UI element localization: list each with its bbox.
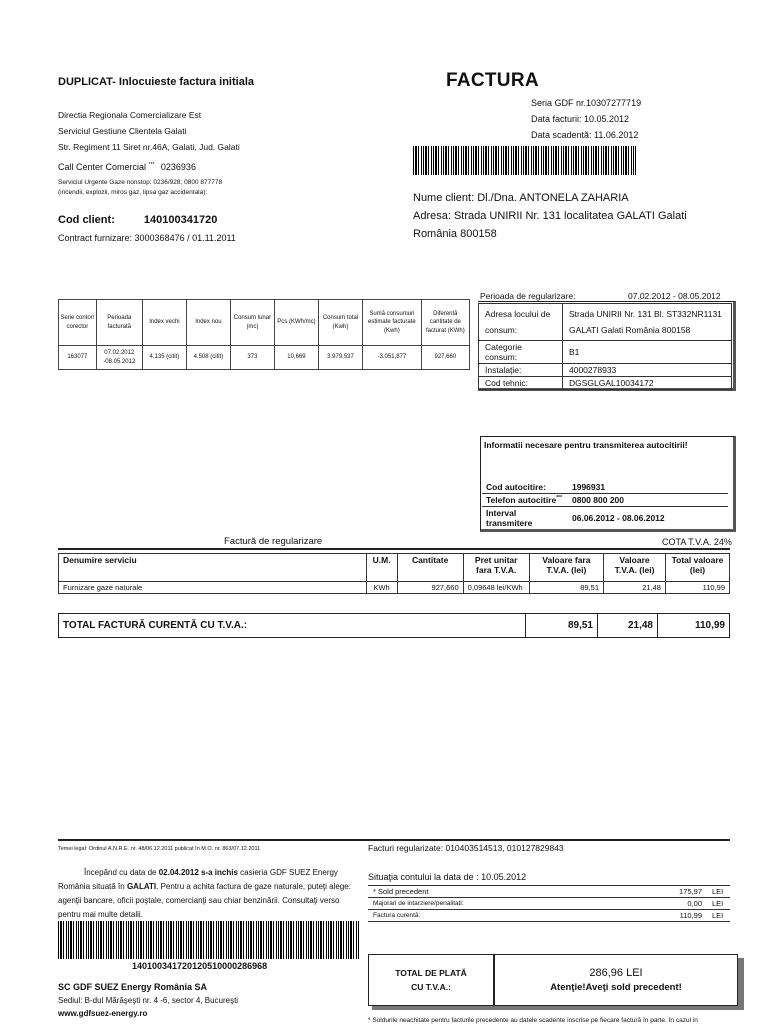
company-website[interactable]: www.gdfsuez-energy.ro <box>58 1009 148 1018</box>
table-row <box>482 481 728 494</box>
cod-client <box>58 214 217 226</box>
reg-key: Instalaţie: <box>479 364 563 377</box>
client-address: Adresa: Strada UNIRII Nr. 131 localitatea GALATI Galati <box>413 210 687 222</box>
total-value: 110,99 <box>658 614 730 638</box>
col-header: Cantitate <box>397 554 463 582</box>
autocitire-value: 0800 800 200 <box>568 494 728 507</box>
client-address-country: România 800158 <box>413 228 497 240</box>
notice-text: . Pentru a achita factura de gaze naturale, puteţi alege: agenţii bancare, oficii poştale, comercianţi sau chiar benzinării. Consultaţi verso pentru mai multe detalii. <box>58 882 351 919</box>
service-value: 89,51 <box>529 582 603 594</box>
notice-date: 02.04.2012 s-a inchis <box>158 868 238 877</box>
reg-value: DGSGLGAL10034172 <box>563 377 732 390</box>
urgente-line: Serviciul Urgente Gaze nonstop: 0236/928; 0800 877778 <box>58 179 223 186</box>
table-row <box>479 377 732 390</box>
reg-key: Adresa locului de consum: <box>479 304 563 341</box>
facturi-regularizate: Facturi regularizate: 010403514513, 010127829843 <box>368 843 564 853</box>
services-header-row <box>59 554 730 582</box>
footer-divider <box>58 839 730 841</box>
issuer-line: Serviciul Gestiune Clientela Galati <box>58 126 187 136</box>
total-plata-box <box>494 954 738 1006</box>
vat-rate: COTA T.V.A. 24% <box>662 537 732 547</box>
company-name: SC GDF SUEZ Energy România SA <box>58 982 208 992</box>
col-header: Perioada facturată <box>96 300 142 346</box>
urgente-line: (incendii, explozii, miros gaz, lipsa gaz accidentala): <box>58 189 208 196</box>
balance-unit: LEI <box>708 886 730 898</box>
autocitire-title: Informatii necesare pentru transmiterea autocitirii! <box>484 440 688 450</box>
table-row <box>59 346 470 370</box>
table-row <box>479 364 732 377</box>
balance-unit: LEI <box>708 898 730 910</box>
balance-key: Factura curentă: <box>368 910 648 922</box>
payment-barcode-number: 140100341720120510000286968 <box>132 961 268 971</box>
autocitire-key: Interval transmitere <box>486 508 533 528</box>
cell: 07.02.2012 -08.05.2012 <box>96 346 142 370</box>
cell: 163077 <box>59 346 97 370</box>
balance-value: 110,99 <box>648 910 708 922</box>
cell: 927,660 <box>421 346 469 370</box>
balance-value: 0,00 <box>648 898 708 910</box>
notice-text: casieria GDF SUEZ Energy România situată în <box>58 868 338 891</box>
total-plata-value: 286,96 LEI <box>589 967 643 979</box>
client-name: Nume client: Dl./Dna. ANTONELA ZAHARIA <box>413 192 629 204</box>
table-row <box>59 582 730 594</box>
balance-key: * Sold precedent <box>368 886 648 898</box>
col-header: Pcs (KWh/mc) <box>274 300 318 346</box>
issuer-block <box>58 107 240 155</box>
legal-basis: Temei legal: Ordinul A.N.R.E. nr. 48/06.12.2011 publicat în M.O. nr. 863/07.12.2011 <box>58 846 261 852</box>
service-qty: 927,660 <box>397 582 463 594</box>
call-center-label: Call Center Comercial <box>58 162 147 172</box>
autocitire-value: 06.06.2012 - 08.06.2012 <box>572 513 665 523</box>
services-table <box>58 553 730 594</box>
cashier-notice <box>58 866 358 922</box>
autocitire-key <box>482 494 568 507</box>
contract-info: Contract furnizare: 3000368476 / 01.11.2011 <box>58 233 236 243</box>
notice-city: GALATI <box>126 882 157 891</box>
total-label: TOTAL FACTURĂ CURENTĂ CU T.V.A.: <box>59 614 526 638</box>
cell: 373 <box>230 346 274 370</box>
services-title: Factură de regularizare <box>224 536 323 547</box>
reg-value: Strada UNIRII Nr. 131 Bl. ST332NR1131 GALATI Galati România 800158 <box>563 304 732 341</box>
invoice-series: Seria GDF nr.10307277719 <box>531 98 642 108</box>
cell: 4.135 (citit) <box>142 346 186 370</box>
autocitire-key: Cod autocitire: <box>482 481 568 494</box>
service-name: Furnizare gaze naturale <box>59 582 367 594</box>
cell: 3.979,537 <box>318 346 362 370</box>
col-header: Valoare T.V.A. (lei) <box>604 554 666 582</box>
table-row <box>482 494 728 507</box>
col-header: Index vechi <box>142 300 186 346</box>
cod-client-value: 140100341720 <box>143 214 218 226</box>
call-center-number: 0236936 <box>160 162 196 172</box>
table-row <box>59 614 730 638</box>
balance-footnote: * Soldurile neachitate pentru facturile precedente au datele scadente inscrise pe fiecare factură în parte. În cazul in <box>368 1017 698 1024</box>
regularizare-label: Perioada de regularizare: <box>480 291 576 301</box>
col-header: Serie contor/ corector <box>59 300 97 346</box>
invoice-due-date: Data scadentă: 11.06.2012 <box>531 130 639 140</box>
table-row <box>479 341 732 364</box>
divider <box>58 548 730 550</box>
cell: -3.051,877 <box>363 346 422 370</box>
balance-unit: LEI <box>708 910 730 922</box>
total-vat: 21,48 <box>598 614 658 638</box>
issuer-line: Str. Regiment 11 Siret nr.46A, Galati, Jud. Galati <box>58 142 240 152</box>
invoice-title: FACTURA <box>446 70 539 91</box>
service-price: 0,09648 lei/KWh <box>463 582 529 594</box>
col-header: Sumă consumuri estimate facturate (Kwh) <box>363 300 422 346</box>
col-header: Valoare fara T.V.A. (lei) <box>529 554 603 582</box>
balance-value: 175,97 <box>648 886 708 898</box>
col-header: Denumire serviciu <box>59 554 367 582</box>
service-total: 110,99 <box>665 582 729 594</box>
consumption-header-row <box>59 300 470 346</box>
cell: 4.508 (citit) <box>186 346 230 370</box>
table-row <box>368 886 730 898</box>
invoice-total-table <box>58 613 730 638</box>
table-row <box>368 898 730 910</box>
reg-key: Categorie consum: <box>479 341 563 364</box>
col-header: U.M. <box>366 554 397 582</box>
service-um: KWh <box>366 582 397 594</box>
account-status: Situaţia contului la data de : 10.05.2012 <box>368 872 527 882</box>
duplicat-notice: DUPLICAT- Inlocuieste factura initiala <box>58 76 254 88</box>
total-without-vat: 89,51 <box>526 614 598 638</box>
table-row <box>368 910 730 922</box>
regularizare-value: 07.02.2012 - 08.05.2012 <box>628 291 721 301</box>
invoice-date: Data facturii: 10.05.2012 <box>531 114 630 124</box>
autocitire-value: 1996931 <box>568 481 728 494</box>
reg-value: 4000278933 <box>563 364 732 377</box>
call-center <box>58 162 196 172</box>
col-header: Diferentă cantitate de facturat (KWh) <box>421 300 469 346</box>
atentie-notice: Atenţie!Aveţi sold precedent! <box>550 982 682 993</box>
balance-key: Majorari de intarziere/penalitati: <box>368 898 648 910</box>
service-vat: 21,48 <box>604 582 666 594</box>
col-header: Index nou <box>186 300 230 346</box>
autocitire-table <box>482 481 728 529</box>
urgente-info <box>58 178 222 198</box>
col-header: Consum total (Kwh) <box>318 300 362 346</box>
balance-table <box>368 885 730 922</box>
notice-text: Începând cu data de <box>84 868 159 877</box>
regularizare-table <box>478 303 732 390</box>
table-row <box>482 507 728 530</box>
col-header: Pret unitar fara T.V.A. <box>463 554 529 582</box>
total-plata-label: TOTAL DE PLATĂ CU T.V.A.: <box>368 954 494 1006</box>
invoice-barcode <box>413 146 636 175</box>
cod-client-label: Cod client: <box>58 214 115 226</box>
col-header: Consum lunar (mc) <box>230 300 274 346</box>
payment-barcode <box>58 921 360 959</box>
autocitire-tel-sup: *** <box>556 495 563 502</box>
invoice-meta <box>531 95 641 143</box>
table-row <box>479 304 732 341</box>
company-address: Sediul: B-dul Mărăşeşti nr. 4 -6, sector 4, Bucureşti <box>58 996 239 1005</box>
issuer-line: Directia Regionala Comercializare Est <box>58 110 202 120</box>
col-header: Total valoare (lei) <box>665 554 729 582</box>
client-block <box>413 189 687 243</box>
reg-value: B1 <box>563 341 732 364</box>
consumption-table <box>58 299 470 370</box>
call-center-sup: *** <box>148 162 155 168</box>
autocitire-tel-label: Telefon autocitire <box>486 495 557 505</box>
cell: 10,669 <box>274 346 318 370</box>
reg-key: Cod tehnic: <box>479 377 563 390</box>
